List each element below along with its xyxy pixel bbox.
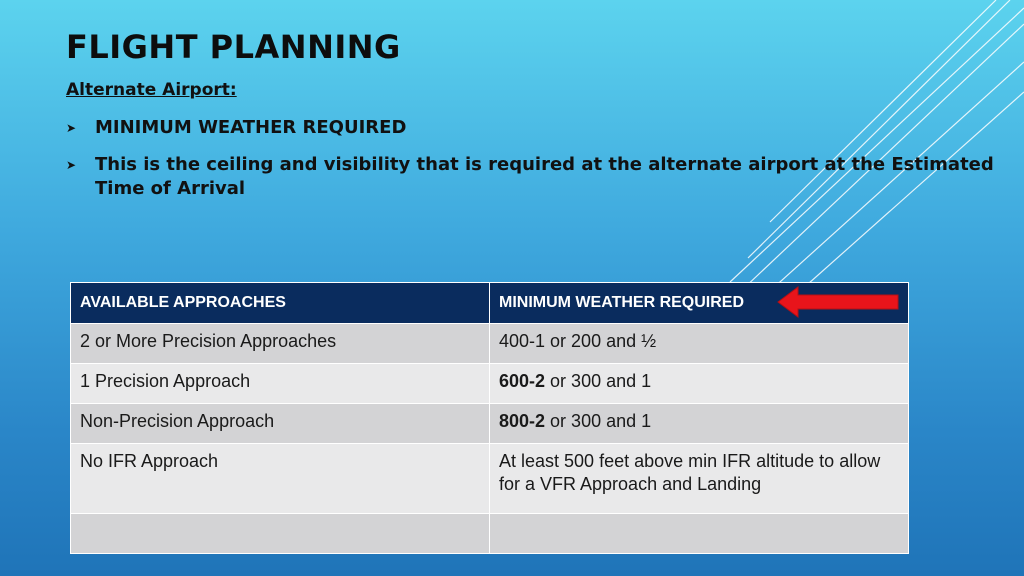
arrowhead-bullet-icon: ➤ [66, 158, 77, 172]
weather-bold: 800-2 [499, 411, 546, 431]
bullet-item [66, 116, 1006, 140]
approach-cell: 2 or More Precision Approaches [71, 324, 490, 364]
column-header: AVAILABLE APPROACHES [71, 283, 490, 324]
weather-cell [490, 514, 909, 554]
weather-bold: 600-2 [499, 371, 546, 391]
weather-cell [490, 404, 909, 444]
bullet-text: MINIMUM WEATHER REQUIRED [95, 117, 407, 138]
approach-cell [71, 514, 490, 554]
approach-cell: Non-Precision Approach [71, 404, 490, 444]
weather-text: At least 500 feet above min IFR altitude to allow for a VFR Approach and Landing [499, 451, 881, 494]
table-row [71, 514, 909, 554]
arrowhead-bullet-icon: ➤ [66, 121, 77, 135]
section-subtitle: Alternate Airport: [66, 80, 237, 100]
table-row [71, 324, 909, 364]
column-header: MINIMUM WEATHER REQUIRED [490, 283, 909, 324]
table-row [71, 404, 909, 444]
weather-text: or 300 and 1 [545, 411, 652, 431]
bullet-text: This is the ceiling and visibility that is required at the alternate airport at the Estimated Time of Arrival [95, 154, 994, 199]
weather-cell [490, 364, 909, 404]
approach-cell: No IFR Approach [71, 444, 490, 514]
bullet-item [66, 153, 1006, 201]
weather-cell [490, 444, 909, 514]
approaches-table-container [70, 282, 908, 554]
weather-text: 400-1 or 200 and ½ [499, 331, 657, 351]
page-title: FLIGHT PLANNING [66, 28, 401, 66]
red-left-arrow-icon [776, 285, 900, 319]
approaches-table [70, 282, 909, 554]
approach-cell: 1 Precision Approach [71, 364, 490, 404]
bullet-list [66, 116, 1006, 214]
table-row [71, 444, 909, 514]
weather-text: or 300 and 1 [545, 371, 652, 391]
weather-cell [490, 324, 909, 364]
table-row [71, 364, 909, 404]
